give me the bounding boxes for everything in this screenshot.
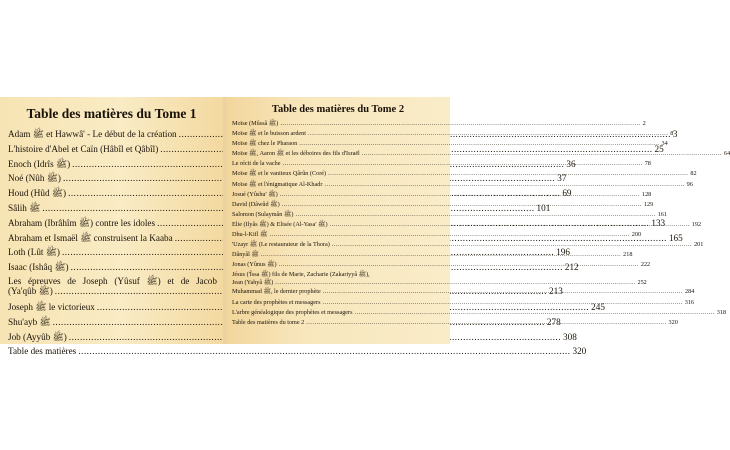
entry-title: Dânyâl ﷺ <box>232 251 259 259</box>
entry-page: 201 <box>694 241 704 249</box>
entry-page: 196 <box>556 247 570 258</box>
entry-page: 25 <box>654 143 664 154</box>
toc-entry <box>232 308 727 318</box>
entry-page: 284 <box>685 288 695 296</box>
entry-page: 34 <box>661 140 668 148</box>
entry-title: Moïse ﷺ et le buisson ardent <box>232 130 306 138</box>
toc-entry <box>232 129 674 139</box>
entry-title: Les épreuves de Joseph (Yûsuf ﷺ) et de Jacob <box>8 275 217 286</box>
dot-leader <box>280 119 640 129</box>
entry-title: Le récit de la vache <box>232 160 281 168</box>
entry-page: 129 <box>643 200 654 208</box>
entry-title: L'histoire d'Abel et Caïn (Hâbîl et Qâbîl) <box>8 143 159 154</box>
entry-title: Noé (Nûh ﷺ) <box>8 173 61 184</box>
entry-title: Table des matières du tome 2 <box>232 318 305 326</box>
entry-title: Josué (Yûshu' ﷺ) <box>232 190 278 198</box>
dot-leader <box>355 308 715 318</box>
dot-leader <box>282 159 642 169</box>
dot-leader <box>280 190 640 200</box>
toc-entry <box>232 180 693 190</box>
toc-entry <box>8 330 577 345</box>
dot-leader <box>270 230 630 240</box>
entry-page: 128 <box>641 190 652 198</box>
entry-page: 133 <box>651 217 666 228</box>
entry-title: L'arbre généalogique des prophètes et messagers <box>232 308 353 316</box>
entry-title: La carte des prophètes et messagers <box>232 298 321 306</box>
dot-leader <box>261 250 621 260</box>
entry-line-2 <box>232 278 647 287</box>
dot-leader <box>328 169 688 179</box>
entry-page: 320 <box>572 346 587 357</box>
entry-title: Elie (Ilyâs ﷺ) & Elisée (Al-Yasa' ﷺ) <box>232 220 328 228</box>
entry-page: 252 <box>637 278 647 286</box>
entry-page: 316 <box>684 298 695 306</box>
entry-title-continued: Jean (Yahyâ ﷺ) <box>232 278 274 286</box>
dot-leader <box>275 279 635 287</box>
entry-title-continued: (Ya'qûb ﷺ) <box>8 286 53 297</box>
entry-page: 37 <box>557 173 567 184</box>
entry-title: Jonas (Yûnus ﷺ) <box>232 261 277 269</box>
dot-leader <box>332 240 692 250</box>
entry-page: 222 <box>640 261 651 269</box>
entry-title: Joseph ﷺ le victorieux <box>8 301 95 312</box>
entry-title: Moïse (Mûssâ ﷺ) <box>232 120 279 127</box>
entry-title: Moïse ﷺ et l'énigmatique Al-Khadr <box>232 180 323 188</box>
entry-title: Moïse ﷺ et le vaniteux Qârûn (Coré) <box>232 170 327 178</box>
entry-title: Table des matières <box>8 346 77 357</box>
entry-page: 161 <box>657 210 667 218</box>
entry-page: 245 <box>591 301 605 312</box>
dot-leader <box>279 260 639 270</box>
entry-title: Moïse ﷺ chez le Pharaon <box>232 140 298 148</box>
entry-title: Houd (Hûd ﷺ) <box>8 188 67 199</box>
entry-page: 320 <box>668 318 678 326</box>
entry-title: Enoch (Idrîs ﷺ) <box>8 158 71 169</box>
entry-page: 308 <box>563 331 577 342</box>
entry-title: Job (Ayyûb ﷺ) <box>8 331 67 342</box>
toc-entry <box>232 210 667 220</box>
entry-page: 36 <box>566 158 576 169</box>
entry-title: Sâlih ﷺ <box>8 202 41 213</box>
entry-title: Abraham (Ibrâhîm ﷺ) contre les idoles <box>8 217 156 228</box>
toc-entry <box>232 270 647 287</box>
entry-page: 96 <box>686 180 693 188</box>
toc-entry <box>8 344 587 359</box>
entry-page: 78 <box>644 160 651 168</box>
dot-leader <box>306 318 666 328</box>
entry-page: 8 <box>670 130 674 138</box>
entry-title: Jésus ('Îssa ﷺ) fils de Marie, Zacharie (Zakariyyâ ﷺ), <box>232 271 370 279</box>
tome-1-title: Table des matières du Tome 1 <box>26 106 197 121</box>
entry-title: Abraham et Ismaël ﷺ construisent la Kaaba <box>8 232 173 243</box>
entry-title: 'Uzayr ﷺ (Le restaurateur de la Thora) <box>232 241 330 249</box>
entry-title: Isaac (Ishâq ﷺ) <box>8 262 69 273</box>
dot-leader <box>282 200 642 210</box>
toc-entry <box>232 230 642 240</box>
entry-page: 218 <box>623 251 633 259</box>
dot-leader <box>324 180 684 190</box>
entry-page: 82 <box>690 170 697 178</box>
entry-title: Muhammad ﷺ, le dernier prophète <box>232 288 321 296</box>
entry-title: Shu'ayb ﷺ <box>8 316 51 327</box>
entry-page: 3 <box>672 129 678 139</box>
dot-leader <box>295 210 655 220</box>
tome-2-title: Table des matières du Tome 2 <box>271 104 405 115</box>
dot-leader <box>330 220 690 230</box>
entry-page: 278 <box>546 316 561 327</box>
entry-title: Salomon (Sulaymân ﷺ) <box>232 210 294 218</box>
entry-page: 64 <box>724 150 730 158</box>
entry-page: 213 <box>549 286 563 297</box>
entry-page: 192 <box>691 220 702 228</box>
toc-entry <box>232 149 730 159</box>
entry-page: 318 <box>716 308 727 316</box>
entry-page: 165 <box>668 232 683 243</box>
dot-leader <box>362 149 722 159</box>
dot-leader <box>322 298 682 308</box>
dot-leader <box>78 344 570 359</box>
dot-leader <box>299 139 659 149</box>
toc-entry <box>232 119 646 129</box>
toc-entry <box>232 240 704 250</box>
dot-leader <box>323 287 683 297</box>
entry-title: Dhu-l-Kifl ﷺ <box>232 231 268 239</box>
entry-page: 69 <box>562 188 572 199</box>
dot-leader <box>308 129 668 139</box>
entry-title: Adam ﷺ et Hawwâ' - Le début de la création <box>8 129 177 139</box>
entry-page: 200 <box>631 231 642 239</box>
entry-title: David (Dâwûd ﷺ) <box>232 200 280 208</box>
entry-title: Loth (Lût ﷺ) <box>8 247 60 258</box>
entry-page: 2 <box>642 120 646 127</box>
entry-page: 212 <box>564 262 579 273</box>
entry-title: Moïse ﷺ, Aaron ﷺ et les déboires des fils d'Israël <box>232 150 360 158</box>
entry-page: 101 <box>536 202 551 213</box>
